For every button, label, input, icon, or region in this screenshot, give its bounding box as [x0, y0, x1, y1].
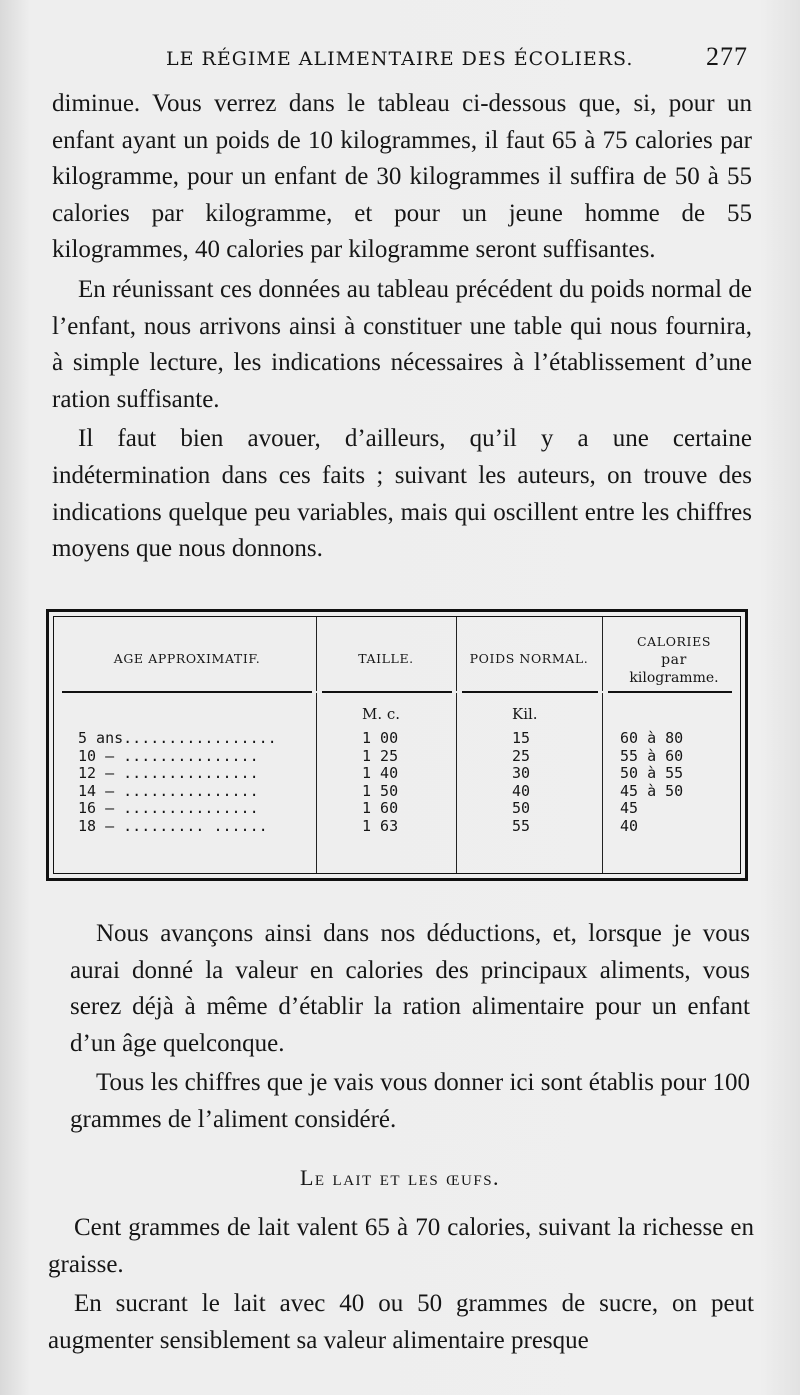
table-cell-weight: 15 [512, 729, 531, 747]
header-calories-line3: kilogramme. [629, 670, 719, 686]
paragraph: Nous avançons ainsi dans nos déductions, et, lorsque je vous aurai donné la valeur en calories des principaux aliments, vous serez déjà à même d’établir la ration alimentaire pour un enfant d’un âge quelconque. [70, 920, 750, 1057]
table-inner-border [53, 616, 741, 874]
ration-table [46, 609, 748, 881]
table-cell-weight: 50 [512, 799, 531, 818]
table-cell-weight: 40 [512, 781, 531, 800]
body-text-middle [70, 916, 750, 1139]
page-number: 277 [706, 42, 748, 71]
paragraph: En sucrant le lait avec 40 ou 50 grammes de sucre, on peut augmenter sensiblement sa valeur alimentaire presque [48, 1290, 754, 1354]
header-weight: POIDS NORMAL. [469, 651, 589, 666]
column-divider [602, 617, 603, 873]
table-cell-size: 1 63 [362, 816, 399, 835]
table-cell-calories: 40 [620, 816, 639, 835]
table-cell-weight: 30 [512, 764, 531, 783]
paragraph: Cent grammes de lait valent 65 à 70 calories, suivant la richesse en graisse. [48, 1214, 754, 1278]
table-cell-calories: 60 à 80 [620, 729, 684, 747]
table-cell-weight: 25 [512, 746, 531, 765]
column-divider [456, 617, 457, 873]
unit-weight: Kil. [512, 705, 538, 723]
column-weight [512, 730, 530, 836]
running-header [160, 42, 760, 76]
table-cell-size: 1 50 [362, 781, 399, 800]
paragraph: Tous les chiffres que je vais vous donner ici sont établis pour 100 grammes de l’aliment considéré. [70, 1069, 750, 1133]
header-calories [606, 633, 742, 687]
table-cell-age: 16 — ............... [78, 799, 259, 818]
body-text-top [52, 86, 752, 568]
table-cell-weight: 55 [512, 816, 531, 835]
body-text-bottom [48, 1210, 754, 1359]
column-size [362, 730, 398, 836]
table-cell-age: 5 ans................. [78, 729, 277, 747]
paragraph: En réunissant ces données au tableau précédent du poids normal de l’enfant, nous arrivons ainsi à constituer une table qui nous fournira, à simple lecture, les indications nécessaires à l’établissement d’une ration suffisante. [52, 275, 752, 413]
table-cell-size: 1 00 [362, 729, 399, 747]
column-calories [620, 730, 683, 836]
paragraph: diminue. Vous verrez dans le tableau ci-dessous que, si, pour un enfant ayant un poids de 10 kilogrammes, il faut 65 à 75 calories par kilogramme, pour un enfant de 30 kilogrammes il suffira de 50 à 55 calories par kilogramme, et pour un jeune homme de 55 kilogrammes, 40 calories par kilogramme seront suffisantes. [52, 90, 752, 264]
table-cell-calories: 45 à 50 [620, 781, 684, 800]
table-cell-age: 18 — ......... ...... [78, 816, 268, 835]
table-cell-size: 1 25 [362, 746, 399, 765]
table-cell-age: 10 — ............... [78, 746, 259, 765]
column-age [78, 730, 310, 836]
running-title: LE RÉGIME ALIMENTAIRE DES ÉCOLIERS. [166, 48, 634, 70]
table-cell-calories: 50 à 55 [620, 764, 684, 783]
table-cell-size: 1 40 [362, 764, 399, 783]
header-calories-line2: par [661, 652, 687, 668]
header-size: TAILLE. [358, 651, 414, 666]
column-divider [316, 617, 317, 873]
table-cell-size: 1 60 [362, 799, 399, 818]
header-calories-line1: CALORIES [637, 634, 711, 649]
section-heading: Le lait et les œufs. [299, 1165, 501, 1190]
header-rule [62, 691, 732, 693]
paragraph: Il faut bien avouer, d’ailleurs, qu’il y a une certaine indétermination dans ces faits ; suivant les auteurs, on trouve des indications quelque peu variables, mais qui oscillent entre les chiffres moyens que nous donnons. [52, 425, 752, 563]
table-cell-age: 14 — ............... [78, 781, 259, 800]
header-age: AGE APPROXIMATIF. [113, 651, 261, 666]
table-cell-calories: 55 à 60 [620, 746, 684, 765]
table-cell-calories: 45 [620, 799, 639, 818]
unit-size: M. c. [362, 705, 401, 723]
table-cell-age: 12 — ............... [78, 764, 259, 783]
